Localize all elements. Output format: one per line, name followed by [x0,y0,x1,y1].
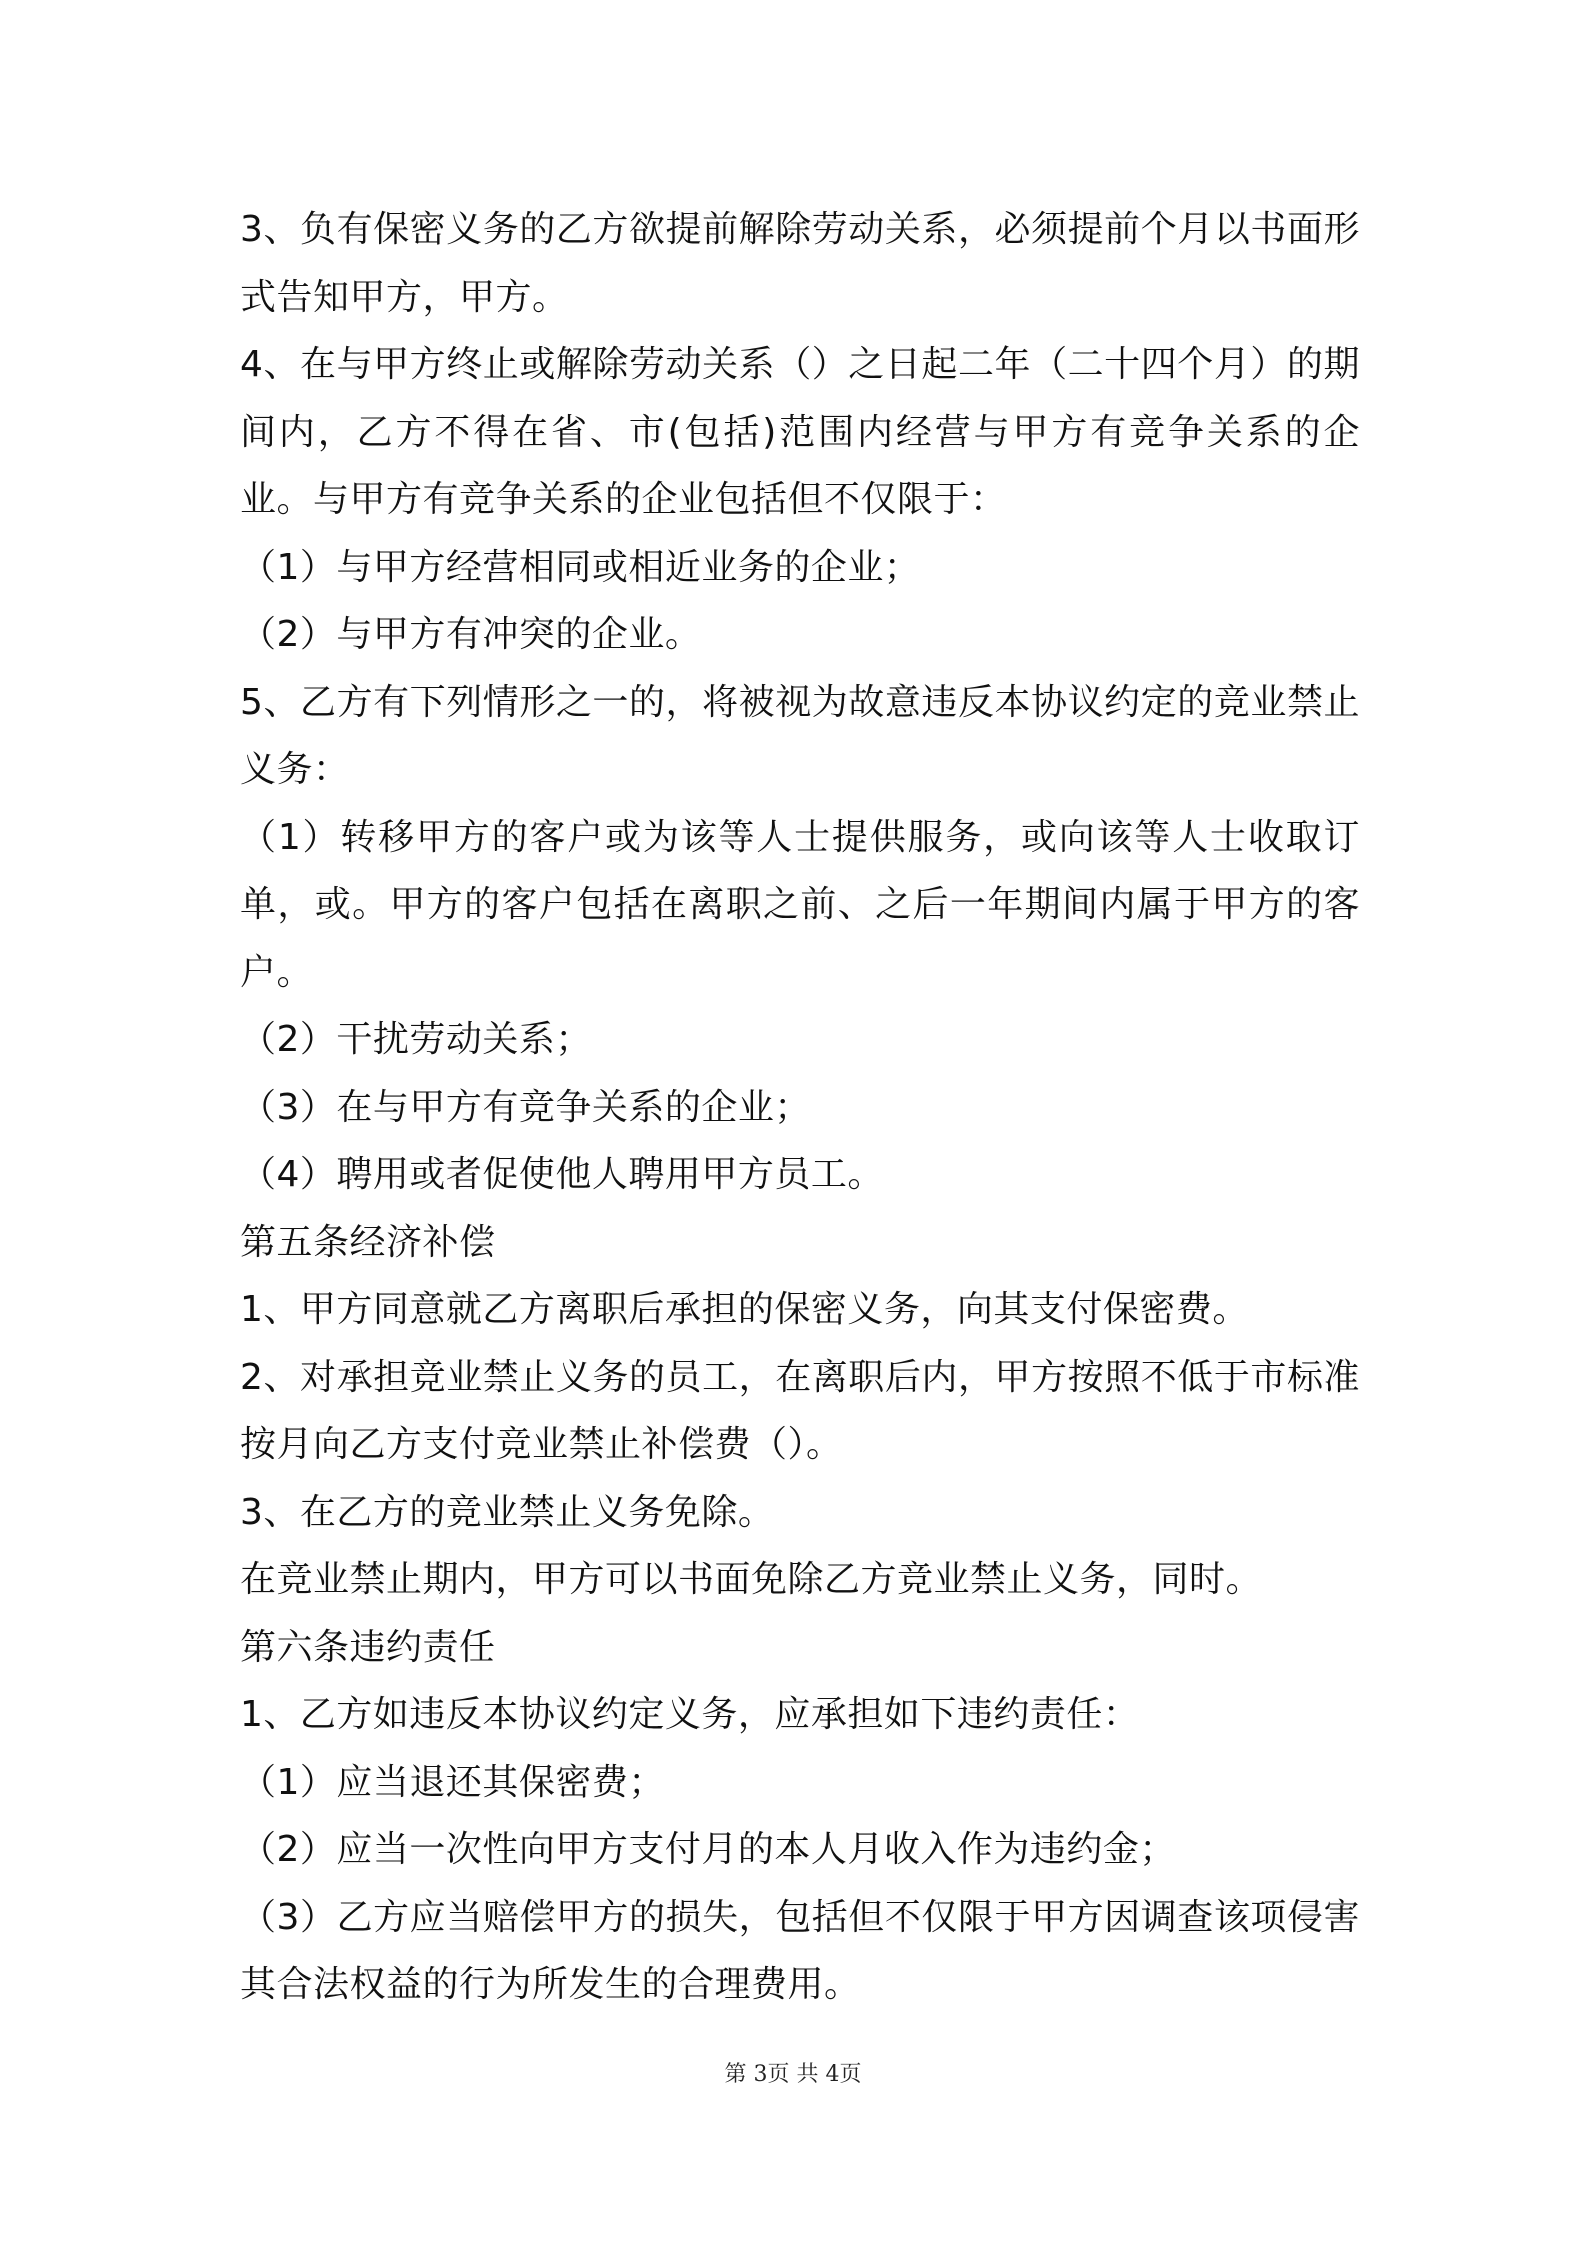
paragraph-compensation-waiver: 在竞业禁止期内，甲方可以书面免除乙方竞业禁止义务，同时。 [240,1559,1263,1600]
paragraph-violation-item-2: （2）干扰劳动关系； [240,1019,592,1060]
paragraph-liability-item-2: （2）应当一次性向甲方支付月的本人月收入作为违约金； [240,1829,1176,1870]
paragraph-clause-4-non-compete-scope: 4、在与甲方终止或解除劳动关系（）之日起二年（二十四个月）的期间内，乙方不得在省、市(包括)范围内经营与甲方有竞争关系的企业。与甲方有竞争关系的企业包括但不仅限于： [240,344,1360,520]
page-number-footer: 第 3页 共 4页 [724,2062,862,2087]
paragraph-violation-item-3: （3）在与甲方有竞争关系的企业； [240,1086,811,1128]
paragraph-compensation-2: 2、对承担竞业禁止义务的员工，在离职后内，甲方按照不低于市标准按月向乙方支付竞业禁止补偿费（）。 [240,1356,1360,1465]
paragraph-compensation-3: 3、在乙方的竞业禁止义务免除。 [240,1491,775,1533]
section-heading-article-5: 第五条经济补偿 [240,1221,496,1263]
paragraph-liability-1: 1、乙方如违反本协议约定义务，应承担如下违约责任： [240,1694,1140,1735]
paragraph-violation-item-1: （1）转移甲方的客户或为该等人士提供服务，或向该等人士收取订单，或。甲方的客户包括在离职之前、之后一年期间内属于甲方的客户。 [240,816,1360,993]
paragraph-clause-3-resignation-notice: 3、负有保密义务的乙方欲提前解除劳动关系，必须提前个月以书面形式告知甲方，甲方。 [240,209,1360,318]
section-heading-article-6: 第六条违约责任 [240,1626,496,1668]
paragraph-liability-item-1: （1）应当退还其保密费； [240,1761,665,1803]
document-body [240,196,1360,2019]
paragraph-violation-item-4: （4）聘用或者促使他人聘用甲方员工。 [240,1154,884,1195]
paragraph-competitor-item-2: （2）与甲方有冲突的企业。 [240,614,702,655]
paragraph-liability-item-3: （3）乙方应当赔偿甲方的损失，包括但不仅限于甲方因调查该项侵害其合法权益的行为所发生的合理费用。 [240,1896,1360,2005]
paragraph-compensation-1: 1、甲方同意就乙方离职后承担的保密义务，向其支付保密费。 [240,1289,1249,1330]
paragraph-clause-5-violations: 5、乙方有下列情形之一的，将被视为故意违反本协议约定的竞业禁止义务： [240,681,1360,790]
paragraph-competitor-item-1: （1）与甲方经营相同或相近业务的企业； [240,546,921,588]
